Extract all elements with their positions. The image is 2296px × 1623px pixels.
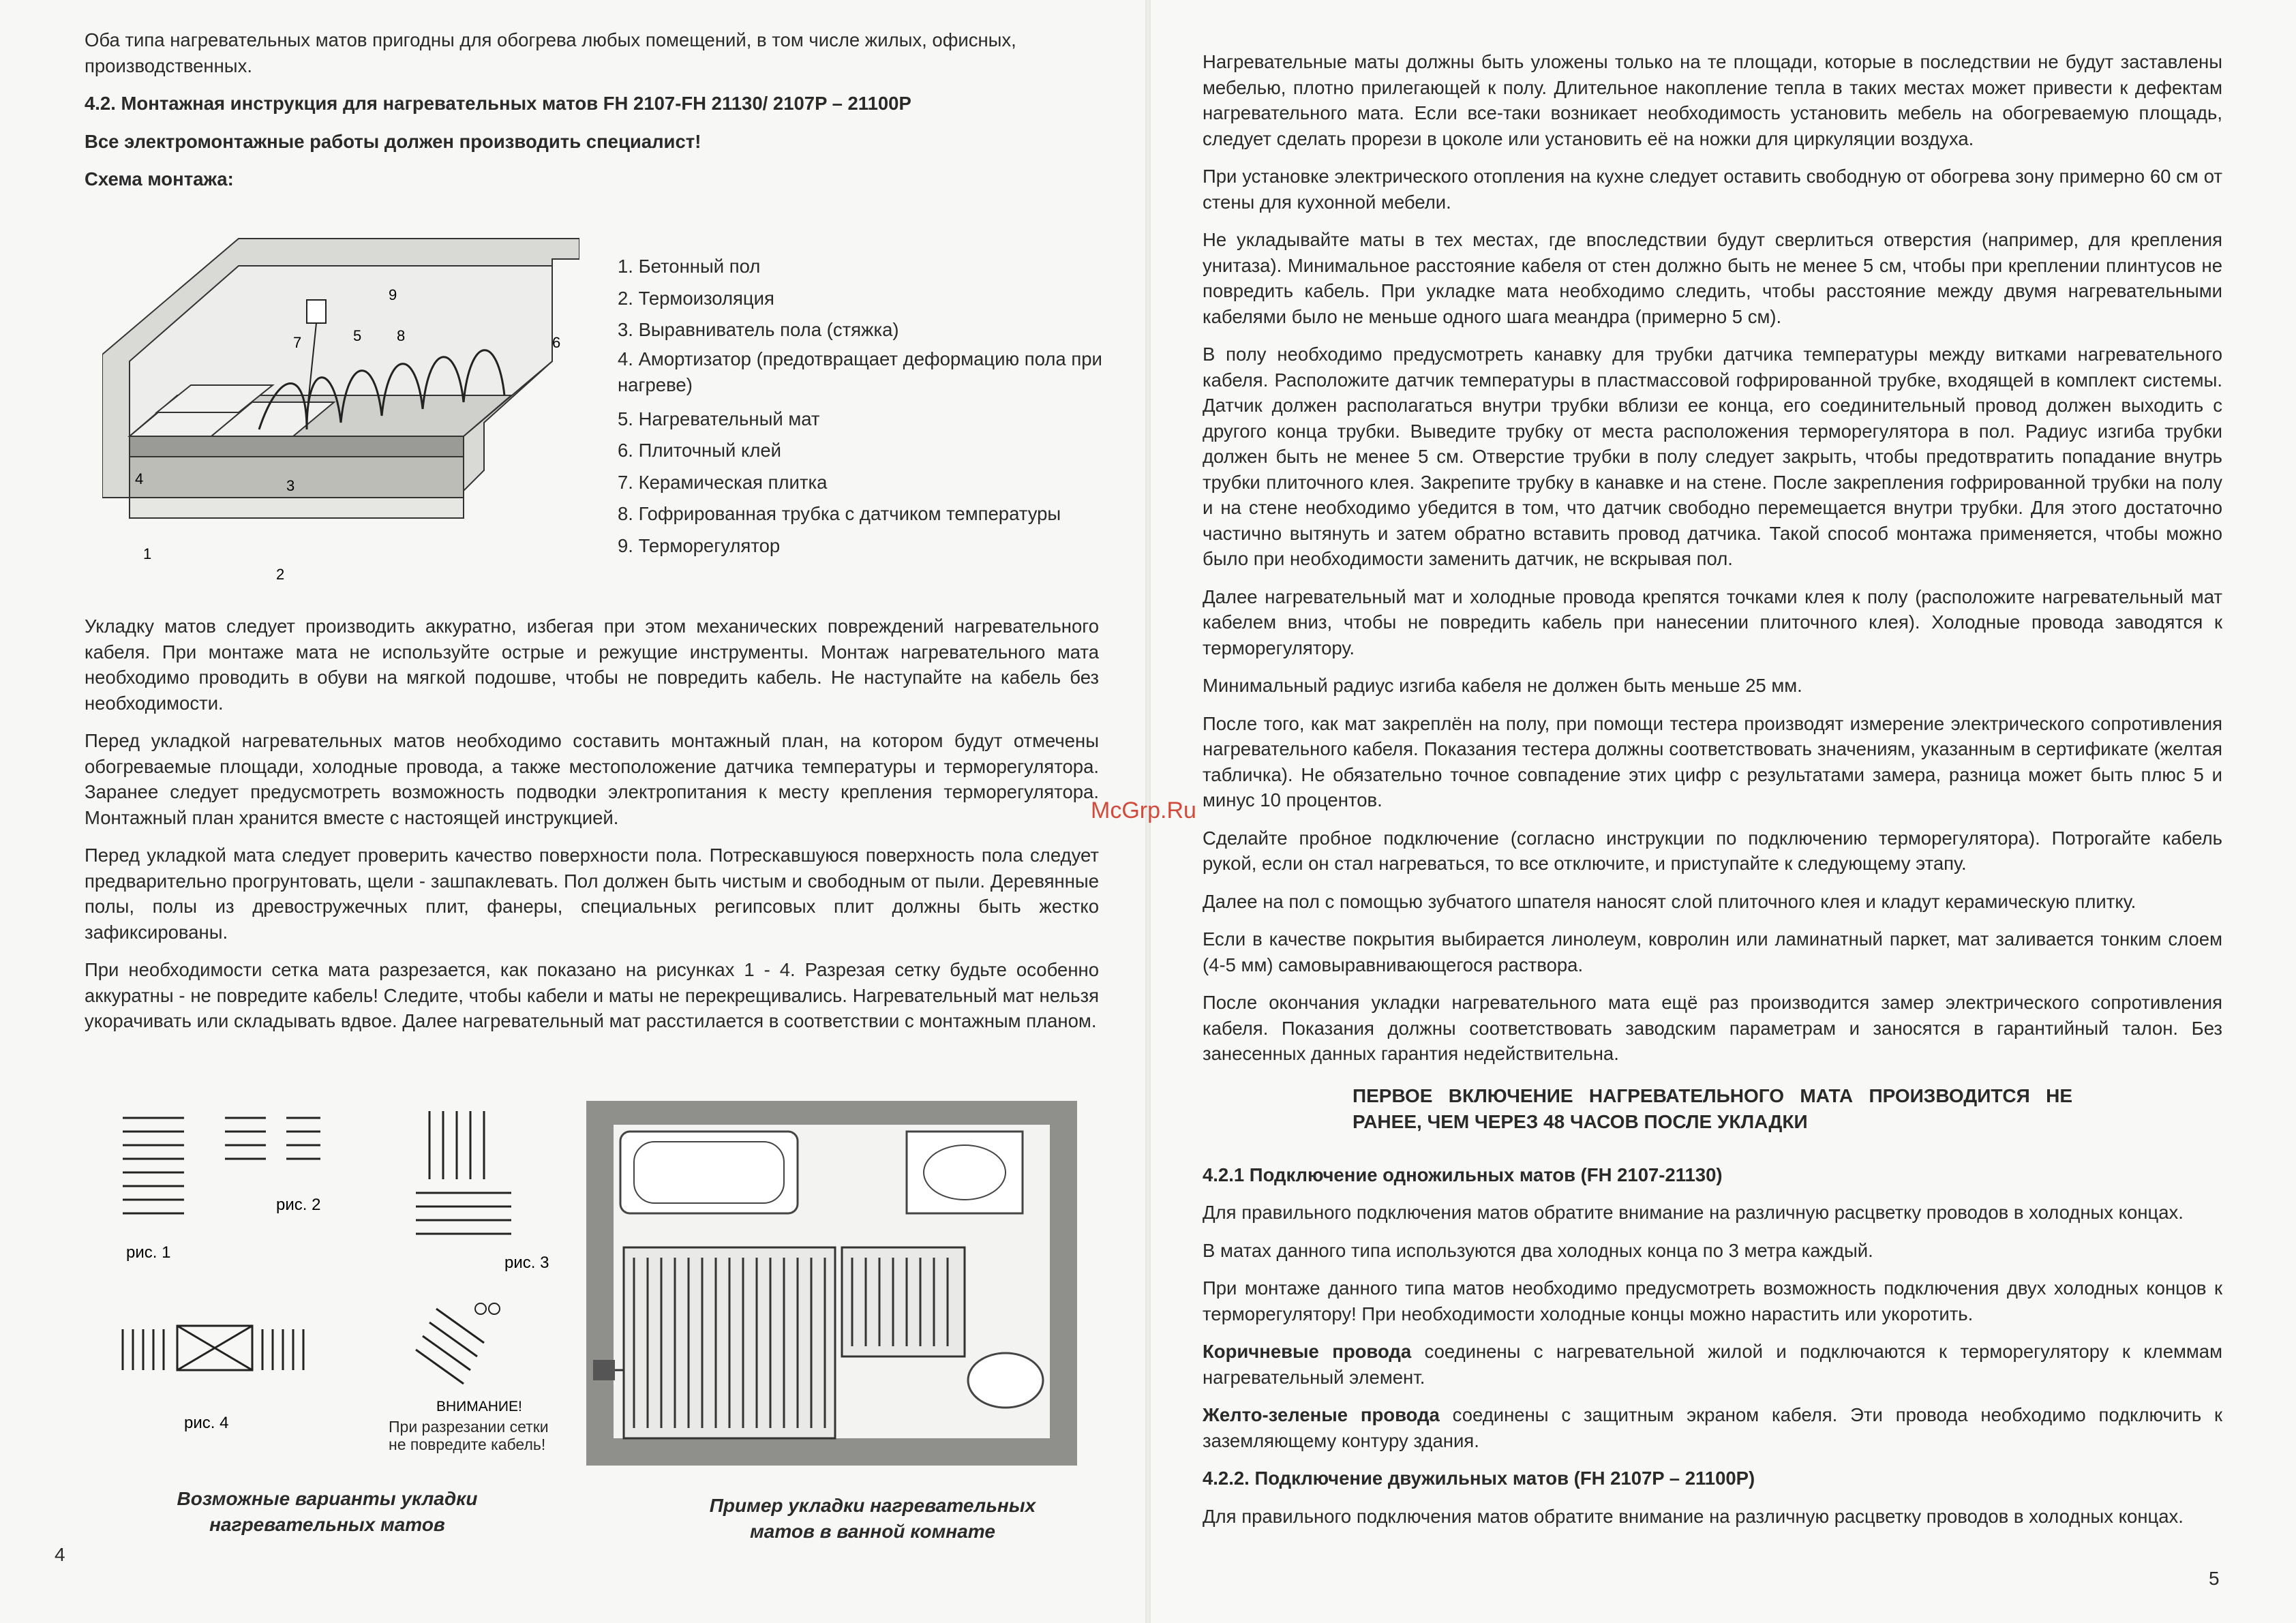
paragraph: При установке электрического отопления на кухне следует оставить свободную от обогрева зону примерно 60 см от стены для кухонной мебели. xyxy=(1203,166,2222,213)
legend-item: 3. Выравниватель пола (стяжка) xyxy=(618,319,899,340)
diagram-label-4: 4 xyxy=(135,470,144,487)
legend-item: 4. Амортизатор (предотвращает деформацию пола при нагреве) xyxy=(618,348,1102,395)
caption-bathroom: Пример укладки нагревательных матов в ванной комнате xyxy=(709,1495,1036,1542)
diagram-label-1: 1 xyxy=(143,545,152,562)
yellow-green-wires-paragraph xyxy=(1203,1402,2222,1453)
diagram-legend xyxy=(618,251,1108,562)
legend-item: 1. Бетонный пол xyxy=(618,256,761,277)
page-number-left: 4 xyxy=(55,1544,65,1565)
layout-variants-figure xyxy=(102,1104,566,1466)
warning-note-text: При разрезании сетки не повредите кабель! xyxy=(389,1418,549,1453)
paragraph: Для правильного подключения матов обратите внимание на различную расцветку проводов в холодных концах. xyxy=(1203,1202,2184,1223)
paragraph: Минимальный радиус изгиба кабеля не должен быть меньше 25 мм. xyxy=(1203,675,1802,696)
intro-paragraph: Оба типа нагревательных матов пригодны для обогрева любых помещений, в том числе жилых, офисных, производственных. xyxy=(85,29,1016,76)
paragraph: Далее нагревательный мат и холодные провода крепятся точками клея к полу (расположите нагревательный мат кабелем вниз, чтобы не повредить кабель при нанесении плиточного клея). Холодные провода заводятся к терморегулятору. xyxy=(1203,586,2222,658)
brown-wires-paragraph xyxy=(1203,1339,2222,1390)
paragraph: Перед укладкой нагревательных матов необходимо составить монтажный план, на котором будут отмечены обогреваемые площади, холодные провода, а также местоположение датчика температуры и терморегулятора. Заранее следует предусмотреть возможность подводки электропитания к месту крепления терморегулятора. Монтажный план хранится вместе с настоящей инструкцией. xyxy=(85,730,1099,828)
brown-wires-label: Коричневые провода xyxy=(1203,1341,1412,1362)
paragraph: В матах данного типа используются два холодных конца по 3 метра каждый. xyxy=(1203,1239,1873,1261)
legend-item: 7. Керамическая плитка xyxy=(618,471,828,493)
left-body-text xyxy=(85,613,1099,1046)
yellow-green-wires-text: соединены с защитным экраном кабеля. Эти провода необходимо подключить к заземляющему контуру здания. xyxy=(1203,1404,2223,1451)
paragraph: Если в качестве покрытия выбирается линолеум, ковролин или ламинатный паркет, мат заливается тонким слоем (4-5 мм) самовыравнивающегося раствора. xyxy=(1203,928,2222,975)
paragraph: После окончания укладки нагревательного мата ещё раз производится замер электрического сопротивления кабеля. Показания должны соответствовать заводским параметрам и заносятся в гарантийный талон. Без занесенных данных гарантия недействительна. xyxy=(1203,992,2222,1064)
diagram-label-7: 7 xyxy=(293,334,302,351)
diagram-label-6: 6 xyxy=(552,334,561,351)
paragraph: Сделайте пробное подключение (согласно инструкции по подключению терморегулятора). Потрогайте кабель рукой, если он стал нагреваться, то все отключите, и приступайте к следующему этапу. xyxy=(1203,827,2222,874)
fig-label-2: рис. 2 xyxy=(276,1196,321,1214)
warning-text: Все электромонтажные работы должен производить специалист! xyxy=(85,130,701,152)
legend-item: 8. Гофрированная трубка с датчиком температуры xyxy=(618,503,1061,524)
watermark-text: McGrp.Ru xyxy=(1091,798,1196,823)
first-switch-notice: ПЕРВОЕ ВКЛЮЧЕНИЕ НАГРЕВАТЕЛЬНОГО МАТА ПРОИЗВОДИТСЯ НЕ РАНЕЕ, ЧЕМ ЧЕРЕЗ 48 ЧАСОВ ПОСЛЕ УКЛАДКИ xyxy=(1353,1084,2072,1132)
legend-item: 2. Термоизоляция xyxy=(618,287,774,309)
page-number-right: 5 xyxy=(2209,1568,2220,1589)
diagram-label-9: 9 xyxy=(389,286,397,303)
caption-variants: Возможные варианты укладки нагревательных матов xyxy=(177,1488,478,1535)
legend-item: 6. Плиточный клей xyxy=(618,440,782,461)
yellow-green-wires-label: Желто-зеленые провода xyxy=(1203,1404,1440,1425)
paragraph: При монтаже данного типа матов необходимо предусмотреть возможность подключения двух холодных концов к терморегулятору! При необходимости холодные концы можно нарастить или укоротить. xyxy=(1203,1277,2222,1324)
scheme-title: Схема монтажа: xyxy=(85,168,234,189)
fig-label-3: рис. 3 xyxy=(504,1254,549,1272)
paragraph: Для правильного подключения матов обратите внимание на различную расцветку проводов в холодных концах. xyxy=(1203,1505,2184,1527)
bathroom-plan-figure xyxy=(586,1101,1077,1469)
subsection-title-4-2-1: 4.2.1 Подключение одножильных матов (FH 2107-21130) xyxy=(1203,1164,1723,1185)
paragraph: Перед укладкой мата следует проверить качество поверхности пола. Потрескавшуюся поверхность пола следует предварительно прогрунтовать, щели - зашпаклевать. Пол должен быть чистым и свободным от пыли. Деревянные полы, полы из древостружечных плит, фанеры, специальных регипсовых плит должны быть жестко зафиксированы. xyxy=(85,845,1099,943)
section-title: 4.2. Монтажная инструкция для нагревательных матов FH 2107-FH 21130/ 2107P – 21100P xyxy=(85,93,911,114)
warning-note-title: ВНИМАНИЕ! xyxy=(436,1399,522,1414)
paragraph: После того, как мат закреплён на полу, при помощи тестера производят измерение электрического сопротивления нагревательного кабеля. Показания тестера должны соответствовать значениям, указанным в сертификате (желтая табличка). Не обязательно точное совпадение этих цифр с результатами замера, разница может быть плюс 5 и минус 10 процентов. xyxy=(1203,712,2222,810)
diagram-label-2: 2 xyxy=(276,566,285,583)
paragraph: Не укладывайте маты в тех местах, где впоследствии будут сверлиться отверстия (например, для крепления унитаза). Минимальное расстояние кабеля от стен должно быть не менее 5 см, чтобы при креплении плинтусов не повредить кабель. При укладке мата необходимо следить, чтобы расстояние между двумя нагревательными кабелями было не меньше одного шага меандра (примерно 5 см). xyxy=(1203,229,2222,327)
installation-diagram xyxy=(102,232,579,586)
diagram-label-8: 8 xyxy=(397,327,406,344)
paragraph: Далее на пол с помощью зубчатого шпателя наносят слой плиточного клея и кладут керамическую плитку. xyxy=(1203,890,2136,912)
right-body-text xyxy=(1203,49,2222,1541)
fig-label-1: рис. 1 xyxy=(126,1243,171,1262)
fig-label-4: рис. 4 xyxy=(184,1414,229,1432)
legend-item: 5. Нагревательный мат xyxy=(618,408,820,429)
paragraph: Укладку матов следует производить аккуратно, избегая при этом механических повреждений нагревательного кабеля. При монтаже мата не используйте острые и режущие инструменты. Монтаж нагревательного мата необходимо проводить в обуви на мягкой подошве, чтобы не повредить кабель. Не наступайте на кабель без необходимости. xyxy=(85,616,1099,714)
legend-item: 9. Терморегулятор xyxy=(618,534,781,556)
diagram-label-3: 3 xyxy=(286,477,295,494)
subsection-title-4-2-2: 4.2.2. Подключение двужильных матов (FH 2107P – 21100P) xyxy=(1203,1468,1755,1489)
diagram-label-5: 5 xyxy=(353,327,362,344)
paragraph: Нагревательные маты должны быть уложены только на те площади, которые в последствии не будут заставлены мебелью, плотно прилегающей к полу. Длительное накопление тепла в таких местах может привести к дефектам нагревательного мата. Если все-таки возникает необходимость установить мебель на обогреваемую площадь, следует сделать прорези в цоколе или установить её на ножки для циркуляции воздуха. xyxy=(1203,51,2222,149)
paragraph: При необходимости сетка мата разрезается, как показано на рисунках 1 - 4. Разрезая сетку будьте особенно аккуратны - не повредите кабель! Следите, чтобы кабели и маты не перекрещивались. Нагревательный мат нельзя укорачивать или складывать вдвое. Далее нагревательный мат расстилается в соответствии с монтажным планом. xyxy=(85,959,1099,1031)
brown-wires-text: соединены с нагревательной жилой и подключаются к терморегулятору к клеммам нагревательный элемент. xyxy=(1203,1341,2222,1388)
left-intro-block xyxy=(85,27,1099,204)
paragraph: В полу необходимо предусмотреть канавку для трубки датчика температуры между витками нагревательного кабеля. Расположите датчик температуры в пластмассовой гофрированной трубке, входящей в комплект системы. Датчик должен располагаться внутри трубки вблизи ее конца, его соединительный провод должен выходить с другого конца трубки. Выведите трубку от места расположения терморегулятора в пол. Радиус изгиба трубки должен быть не менее 5 см. Отверстие трубки в полу следует закрыть, чтобы предотвратить попадание внутрь трубки плиточного клея. Закрепите трубку в канавке и на стене. После закрепления гофрированной трубки на полу и на стене необходимо убедится в том, что датчик свободно перемещается внутри трубки. Для этого достаточно частично вытянуть и затем обратно вставить провод датчика. Такой способ монтажа применяется, чтобы можно было при необходимости заменить датчик, не вскрывая пол. xyxy=(1203,344,2222,569)
